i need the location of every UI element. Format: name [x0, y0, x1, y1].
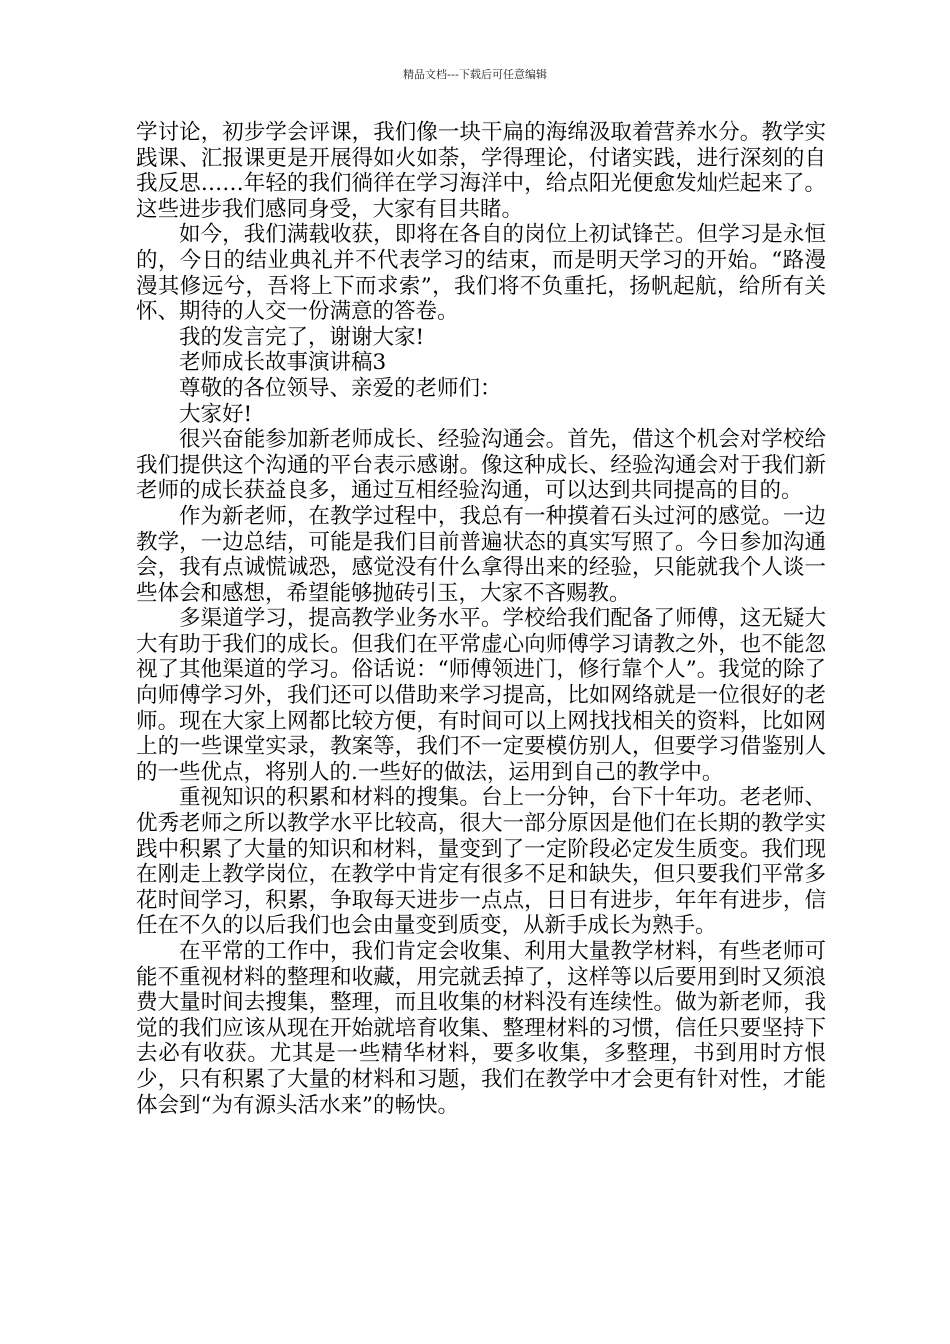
greeting: 大家好!: [179, 401, 253, 427]
paragraph: 在平常的工作中，我们肯定会收集、利用大量教学材料，有些老师可能不重视材料的整理和收藏，用完就丢掉了，这样等以后要用到时又须浪费大量时间去搜集，整理，而且收集的材料没有连续性。做为新老师，我觉的我们应该从现在开始就培育收集、整理材料的习惯，信任只要坚持下去必有收获。尤其是一些精华材料，要多收集，多整理，书到用时方恨少，只有积累了大量的材料和习题，我们在教学中才会更有针对性，才能体会到“为有源头活水来”的畅快。: [136, 939, 826, 1118]
page-header: 精品文档---下载后可任意编辑: [403, 68, 547, 81]
paragraph: 学讨论，初步学会评课，我们像一块干扁的海绵汲取着营养水分。教学实践课、汇报课更是开展得如火如荼，学得理论，付诸实践，进行深刻的自我反思……年轻的我们徜徉在学习海洋中，给点阳光便愈发灿烂起来了。这些进步我们感同身受，大家有目共睹。: [136, 120, 826, 222]
salutation: 尊敬的各位领导、亲爱的老师们：: [179, 375, 502, 401]
paragraph: 多渠道学习，提高教学业务水平。学校给我们配备了师傅，这无疑大大有助于我们的成长。但我们在平常虚心向师傅学习请教之外，也不能忽视了其他渠道的学习。俗话说：“师傅领进门，修行靠个人”。我觉的除了向师傅学习外，我们还可以借助来学习提高，比如网络就是一位很好的老师。现在大家上网都比较方便，有时间可以上网找找相关的资料，比如网上的一些课堂实录，教案等，我们不一定要模仿别人，但要学习借鉴别人的一些优点，将别人的.一些好的做法，运用到自己的教学中。: [136, 606, 826, 785]
paragraph: 重视知识的积累和材料的搜集。台上一分钟，台下十年功。老老师、优秀老师之所以教学水平比较高，很大一部分原因是他们在长期的教学实践中积累了大量的知识和材料，量变到了一定阶段必定发生质变。我们现在刚走上教学岗位，在教学中肯定有很多不足和缺失，但只要我们平常多花时间学习，积累，争取每天进步一点点，日日有进步，年年有进步，信任在不久的以后我们也会由量变到质变，从新手成长为熟手。: [136, 785, 826, 939]
paragraph: 很兴奋能参加新老师成长、经验沟通会。首先，借这个机会对学校给我们提供这个沟通的平台表示感谢。像这种成长、经验沟通会对于我们新老师的成长获益良多，通过互相经验沟通，可以达到共同提高的目的。: [136, 427, 826, 504]
section-title: 老师成长故事演讲稿3: [179, 350, 387, 376]
paragraph: 如今，我们满载收获，即将在各自的岗位上初试锋芒。但学习是永恒的，今日的结业典礼并不代表学习的结束，而是明天学习的开始。“路漫漫其修远兮，吾将上下而求索”，我们将不负重托，扬帆起航，给所有关怀、期待的人交一份满意的答卷。: [136, 222, 826, 325]
paragraph: 我的发言完了，谢谢大家!: [179, 324, 425, 350]
document-body: [136, 120, 826, 1118]
paragraph: 作为新老师，在教学过程中，我总有一种摸着石头过河的感觉。一边教学，一边总结，可能是我们目前普遍状态的真实写照了。今日参加沟通会，我有点诚慌诚恐，感觉没有什么拿得出来的经验，只能就我个人谈一些体会和感想，希望能够抛砖引玉，大家不吝赐教。: [136, 503, 826, 606]
